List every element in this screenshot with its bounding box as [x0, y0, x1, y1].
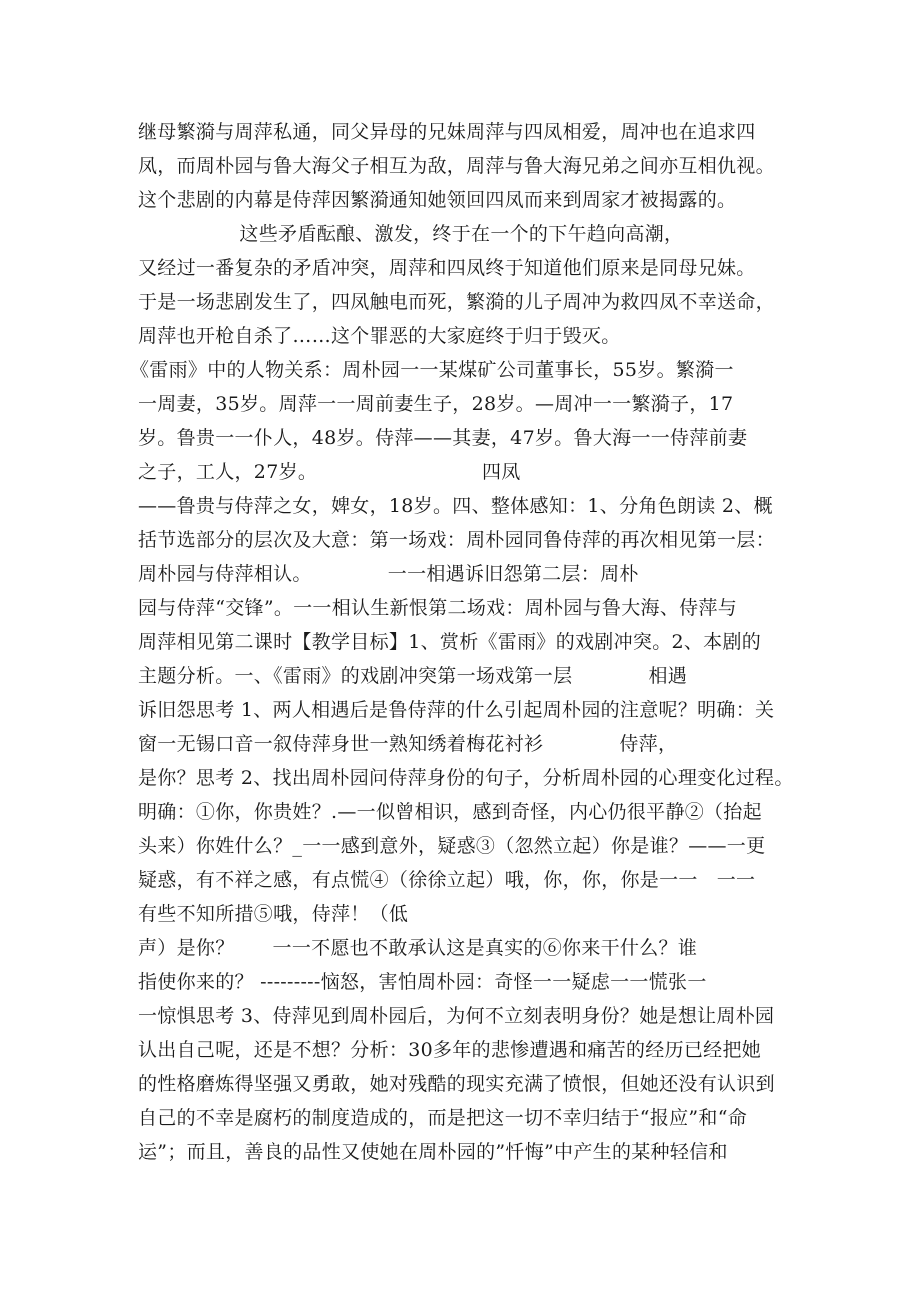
text-line: 周萍相见第二课时【教学目标】1、赏析《雷雨》的戏剧冲突。2、本剧的	[138, 631, 762, 653]
text-line: 认出自己呢，还是不想？分析：30多年的悲惨遭遇和痛苦的经历已经把她	[138, 1039, 762, 1061]
text-line: 诉旧怨思考 1、两人相遇后是鲁侍萍的什么引起周朴园的注意呢？明确：关	[138, 699, 775, 721]
text-line: 指使你来的？ ---------恼怒，害怕周朴园：奇怪一一疑虑一一慌张一	[138, 971, 707, 993]
text-line: 周朴园与侍萍相认。 一一相遇诉旧怨第二层：周朴	[138, 563, 639, 585]
text-line: 有些不知所措⑤哦，侍萍！（低	[138, 903, 409, 925]
text-line: 一惊惧思考 3、侍萍见到周朴园后，为何不立刻表明身份？她是想让周朴园	[138, 1005, 775, 1027]
text-line: 这个悲剧的内幕是侍萍因繁漪通知她领回四凤而来到周家才被揭露的。	[138, 189, 737, 211]
text-line: 一周妻，35岁。周萍一一周前妻生子，28岁。—周冲一一繁漪子，17	[138, 393, 734, 415]
text-line: 疑惑，有不祥之感，有点慌④（徐徐立起）哦，你，你，你是一一 一一	[138, 869, 756, 891]
text-line: 的性格磨炼得坚强又勇敢，她对残酷的现实充满了愤恨，但她还没有认识到	[138, 1073, 775, 1095]
text-line: 这些矛盾酝酿、激发，终于在一个的下午趋向高潮，	[138, 223, 684, 245]
text-line: 主题分析。一、《雷雨》的戏剧冲突第一场戏第一层 相遇	[138, 665, 688, 687]
text-line: 于是一场悲剧发生了，四凤触电而死，繁漪的儿子周冲为救四凤不幸送命，	[138, 291, 775, 313]
text-line: 之子，工人，27岁。 四凤	[138, 461, 521, 483]
text-line: 自己的不幸是腐朽的制度造成的，而是把这一切不幸归结于“报应”和“命	[138, 1107, 748, 1129]
text-line: 声）是你？ 一一不愿也不敢承认这是真实的⑥你来干什么？谁	[138, 937, 698, 959]
text-line: 《雷雨》中的人物关系：周朴园一一某煤矿公司董事长，55岁。繁漪一	[130, 359, 734, 381]
text-line: 又经过一番复杂的矛盾冲突，周萍和四凤终于知道他们原来是同母兄妹。	[138, 257, 756, 279]
text-line: 运”；而且，善良的品性又使她在周朴园的”忏悔”中产生的某种轻信和	[138, 1141, 728, 1163]
text-line: 园与侍萍“交锋”。一一相认生新恨第二场戏：周朴园与鲁大海、侍萍与	[138, 597, 738, 619]
text-line: 括节选部分的层次及大意：第一场戏：周朴园同鲁侍萍的再次相见第一层：	[138, 529, 775, 551]
text-line: 窗一无锡口音一叙侍萍身世一熟知绣着梅花衬衫 侍萍，	[138, 733, 678, 755]
text-line: 是你？思考 2、找出周朴园问侍萍身份的句子，分析周朴园的心理变化过程。	[138, 767, 794, 789]
text-line: 岁。鲁贵一一仆人，48岁。侍萍——其妻，47岁。鲁大海一一侍萍前妻	[138, 427, 748, 449]
text-line: 周萍也开枪自杀了……这个罪恶的大家庭终于归于毁灭。	[138, 325, 621, 347]
text-line: 凤，而周朴园与鲁大海父子相互为敌，周萍与鲁大海兄弟之间亦互相仇视。	[138, 155, 775, 177]
text-line: ——鲁贵与侍萍之女，婢女，18岁。四、整体感知：1、分角色朗读 2、概	[138, 495, 773, 517]
text-line: 头来）你姓什么？_一一感到意外，疑惑③（忽然立起）你是谁？——一更	[138, 835, 766, 857]
text-line: 明确：①你，你贵姓？.—一似曾相识，感到奇怪，内心仍很平静②（抬起	[138, 801, 762, 823]
text-line: 继母繁漪与周萍私通，同父异母的兄妹周萍与四凤相爱，周冲也在追求四	[138, 121, 756, 143]
